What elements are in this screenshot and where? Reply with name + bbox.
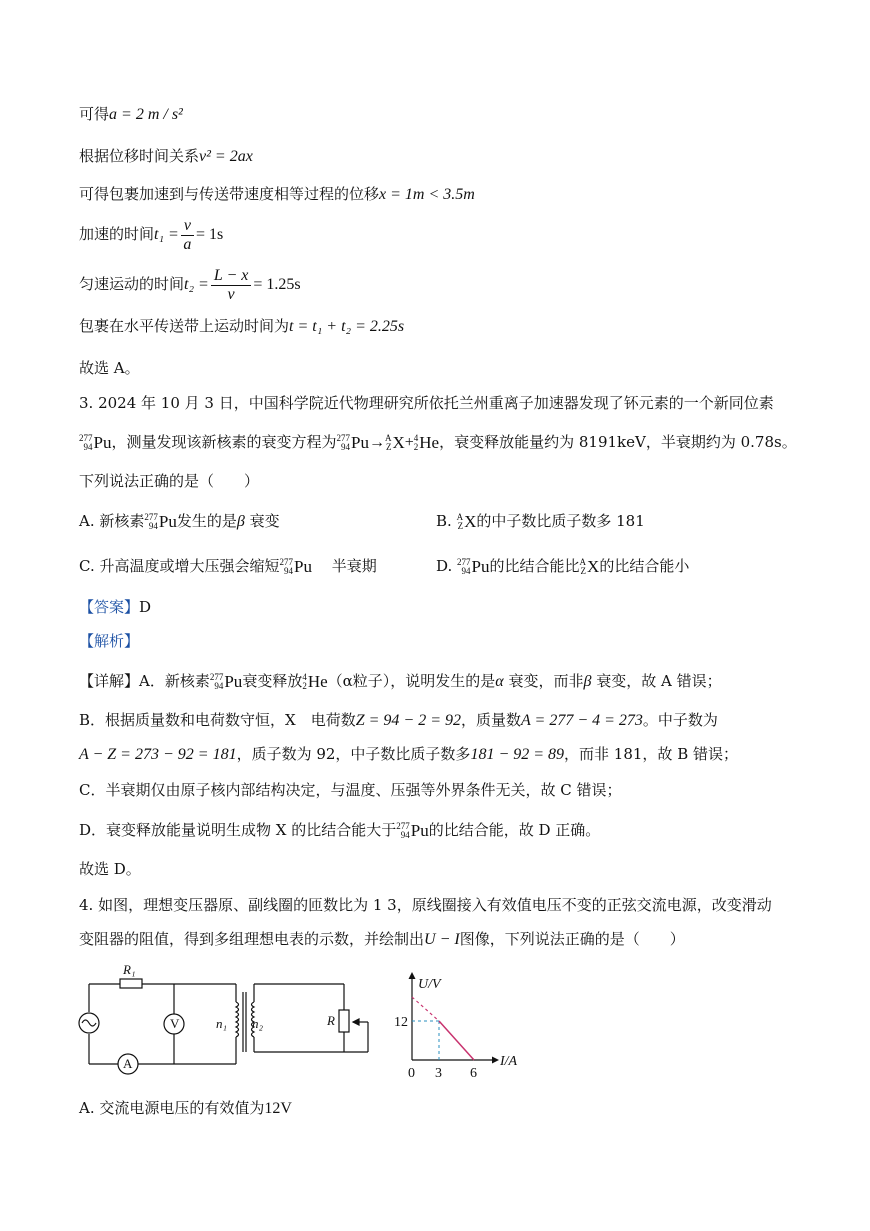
arrow: → <box>368 434 385 451</box>
y-axis-arrow-icon <box>409 972 416 979</box>
text: D. <box>436 557 453 575</box>
text: ，而非 181，故 B 错误； <box>564 745 738 763</box>
q4-stem-line1: 4. 如图，理想变压器原、副线圈的匝数比为 1 3，原线圈接入有效值电压不变的正弦交流电源，改变滑动 <box>79 896 772 914</box>
x-axis-arrow-icon <box>492 1057 499 1064</box>
atomic-number: 94 <box>214 681 224 691</box>
symbol: X <box>392 433 405 452</box>
math-v2: v² = 2ax <box>199 148 253 165</box>
mass-number: 4 <box>413 433 419 443</box>
denominator: v <box>227 285 235 303</box>
text: ，质量数 <box>461 711 522 729</box>
line-displacement-relation <box>79 146 253 167</box>
atomic-number: 94 <box>400 830 410 840</box>
text: 根据位移时间关系 <box>79 147 200 165</box>
resistor-r1 <box>120 979 142 988</box>
text: 变阻器的阻值，得到多组理想电表的示数，并绘制出 <box>79 930 425 948</box>
nuclide-pu <box>396 818 428 844</box>
text: 可得 <box>79 105 110 123</box>
symbol: He <box>419 433 440 452</box>
math-accel: a = 2 m / s² <box>109 106 183 123</box>
symbol: Pu <box>293 557 312 576</box>
line-total-time <box>79 316 404 337</box>
mass-number: A <box>456 512 464 522</box>
label-n1: n₁ <box>216 1016 228 1031</box>
beta-symbol: β <box>583 673 592 690</box>
q3-detail-a <box>79 668 722 695</box>
primary-coil-icon <box>236 1002 239 1037</box>
symbol: X <box>464 512 477 531</box>
q3-detail-b1 <box>79 710 718 731</box>
atomic-number: 94 <box>83 442 93 452</box>
atomic-number: 94 <box>148 521 158 531</box>
y-axis-label: U/V <box>418 977 441 992</box>
q3-detail-d <box>79 817 600 844</box>
atomic-number: Z <box>457 521 464 531</box>
text: 衰变，故 A 错误； <box>596 672 722 690</box>
plus: + <box>404 434 414 451</box>
text: ，测量发现该新核素的衰变方程为 <box>111 433 337 451</box>
fraction-l-minus-x-over-v <box>211 267 252 304</box>
x-tick-3: 3 <box>435 1066 442 1080</box>
mass-number: 277 <box>457 557 471 567</box>
text: （α粒子），说明发生的是 <box>327 672 496 690</box>
x-tick-6: 6 <box>470 1066 477 1080</box>
mass-number: 277 <box>79 433 93 443</box>
text: ，质子数为 92，中子数比质子数多 <box>236 745 471 763</box>
mass-number: 4 <box>302 672 307 682</box>
math-x: x = 1m < 3.5m <box>379 186 475 203</box>
q3-conclusion: 故选 D。 <box>79 860 141 878</box>
q3-option-a <box>79 508 280 535</box>
mass-number: 277 <box>279 557 293 567</box>
line-choice-a: 故选 A。 <box>79 359 140 377</box>
graph-line-extension <box>412 997 439 1021</box>
slider-arrow-icon <box>353 1019 359 1025</box>
label-r1: R₁ <box>123 962 136 977</box>
q3-answer <box>79 597 151 617</box>
q3-option-b <box>436 508 645 535</box>
text: 的中子数比质子数多 181 <box>476 512 645 530</box>
mass-number: 277 <box>396 821 410 831</box>
q4-option-a <box>79 1098 292 1119</box>
q3-stem-line1: 3. 2024 年 10 月 3 日，中国科学院近代物理研究所依托兰州重离子加速器发现了钚元素的一个新同位素 <box>79 394 774 412</box>
text: 【详解】A．新核素 <box>79 672 210 690</box>
text: 图像，下列说法正确的是（ ） <box>459 930 685 948</box>
nuclide-pu <box>279 554 311 580</box>
q3-prompt: 下列说法正确的是（ ） <box>79 472 260 490</box>
text: 可得包裹加速到与传送带速度相等过程的位移 <box>79 185 380 203</box>
math-t2: t₂ = <box>184 276 209 293</box>
text: 的比结合能，故 D 正确。 <box>428 821 601 839</box>
line-uniform-time <box>79 264 301 305</box>
symbol: X <box>587 557 600 576</box>
text: 匀速运动的时间 <box>79 275 185 293</box>
symbol: Pu <box>158 512 177 531</box>
math-result: = 1s <box>195 226 224 243</box>
transformer-circuit-diagram <box>78 960 388 1080</box>
nuclide-he <box>414 429 439 457</box>
line-accel <box>79 104 183 125</box>
answer-value: D <box>139 598 152 616</box>
symbol: Pu <box>471 557 490 576</box>
symbol: He <box>307 672 328 691</box>
math-mass: A = 277 − 4 = 273 <box>521 712 643 729</box>
text: 。中子数为 <box>642 711 718 729</box>
text: 半衰期 <box>331 557 377 575</box>
atomic-number: 2 <box>302 681 307 691</box>
text: 加速的时间 <box>79 225 155 243</box>
text: 包裹在水平传送带上运动时间为 <box>79 317 290 335</box>
nuclide-pu <box>457 554 489 580</box>
symbol: Pu <box>224 672 243 691</box>
nuclide-pu <box>336 429 368 457</box>
beta-symbol: β <box>236 513 245 530</box>
graph-line <box>439 1021 474 1060</box>
label-r: R <box>327 1013 335 1028</box>
text: A. 新核素 <box>79 512 145 530</box>
nuclide-pu <box>210 669 242 695</box>
text: 的比结合能小 <box>599 557 690 575</box>
origin-label: 0 <box>408 1066 415 1080</box>
nuclide-pu <box>79 429 111 457</box>
line-accel-time <box>79 214 223 255</box>
text: B. <box>436 512 452 530</box>
nuclide-x <box>457 509 477 535</box>
line-displacement <box>79 184 475 205</box>
q3-option-c <box>79 553 377 580</box>
text: 衰变释放 <box>242 672 303 690</box>
atomic-number: 94 <box>461 566 471 576</box>
nuclide-he <box>302 669 327 695</box>
nuclide-x <box>580 554 600 580</box>
text: 的比结合能比 <box>489 557 580 575</box>
text: 衰变 <box>249 512 280 530</box>
math-u-i: U − I <box>424 931 460 948</box>
text: D．衰变释放能量说明生成物 X 的比结合能大于 <box>79 821 397 839</box>
denominator: a <box>183 235 192 253</box>
nuclide-pu <box>144 509 176 535</box>
text: 衰变，而非 <box>508 672 584 690</box>
q3-option-d <box>436 553 689 580</box>
mass-number: A <box>384 433 392 443</box>
label-voltmeter: V <box>170 1016 180 1031</box>
text: B．根据质量数和电荷数守恒，X 电荷数 <box>79 711 356 729</box>
q3-detail-b2 <box>79 744 738 765</box>
text: ，衰变释放能量约为 8191keV，半衰期约为 0.78s。 <box>439 433 797 451</box>
math-voltage: 12V <box>264 1100 292 1117</box>
q4-stem-line2 <box>79 929 685 950</box>
atomic-number: 94 <box>283 566 293 576</box>
atomic-number: Z <box>580 566 587 576</box>
atomic-number: 2 <box>413 442 419 452</box>
text: A. 交流电源电压的有效值为 <box>79 1099 265 1117</box>
math-difference: 181 − 92 = 89 <box>470 746 565 763</box>
mass-number: 277 <box>209 672 224 682</box>
u-i-graph <box>385 965 535 1080</box>
math-t1: t₁ = <box>154 226 179 243</box>
label-ammeter: A <box>123 1056 133 1071</box>
math-total: t = t₁ + t₂ = 2.25s <box>289 318 405 335</box>
math-neutrons: A − Z = 273 − 92 = 181 <box>79 746 237 763</box>
math-result: = 1.25s <box>253 276 301 293</box>
y-tick-12: 12 <box>394 1015 408 1030</box>
symbol: Pu <box>410 821 429 840</box>
math-charge: Z = 94 − 2 = 92 <box>355 712 462 729</box>
rheostat-r <box>339 1010 349 1032</box>
mass-number: A <box>579 557 587 567</box>
x-axis-label: I/A <box>500 1054 518 1069</box>
text: C. 升高温度或增大压强会缩短 <box>79 557 280 575</box>
symbol: Pu <box>350 433 369 452</box>
numerator: v <box>181 217 194 236</box>
mass-number: 277 <box>144 512 158 522</box>
alpha-symbol: α <box>495 673 504 690</box>
answer-label: 【答案】 <box>79 598 140 616</box>
label-n2: n₂ <box>252 1016 264 1031</box>
analysis-label: 【解析】 <box>79 632 140 650</box>
fraction-v-over-a <box>181 217 194 254</box>
q3-detail-c: C．半衰期仅由原子核内部结构决定，与温度、压强等外界条件无关，故 C 错误； <box>79 781 622 799</box>
numerator: L − x <box>211 267 252 286</box>
q3-stem-line2 <box>79 428 797 457</box>
atomic-number: 94 <box>340 442 350 452</box>
mass-number: 277 <box>336 433 350 443</box>
text: 发生的是 <box>176 512 237 530</box>
symbol: Pu <box>93 433 112 452</box>
nuclide-x <box>385 429 405 457</box>
atomic-number: Z <box>385 442 392 452</box>
